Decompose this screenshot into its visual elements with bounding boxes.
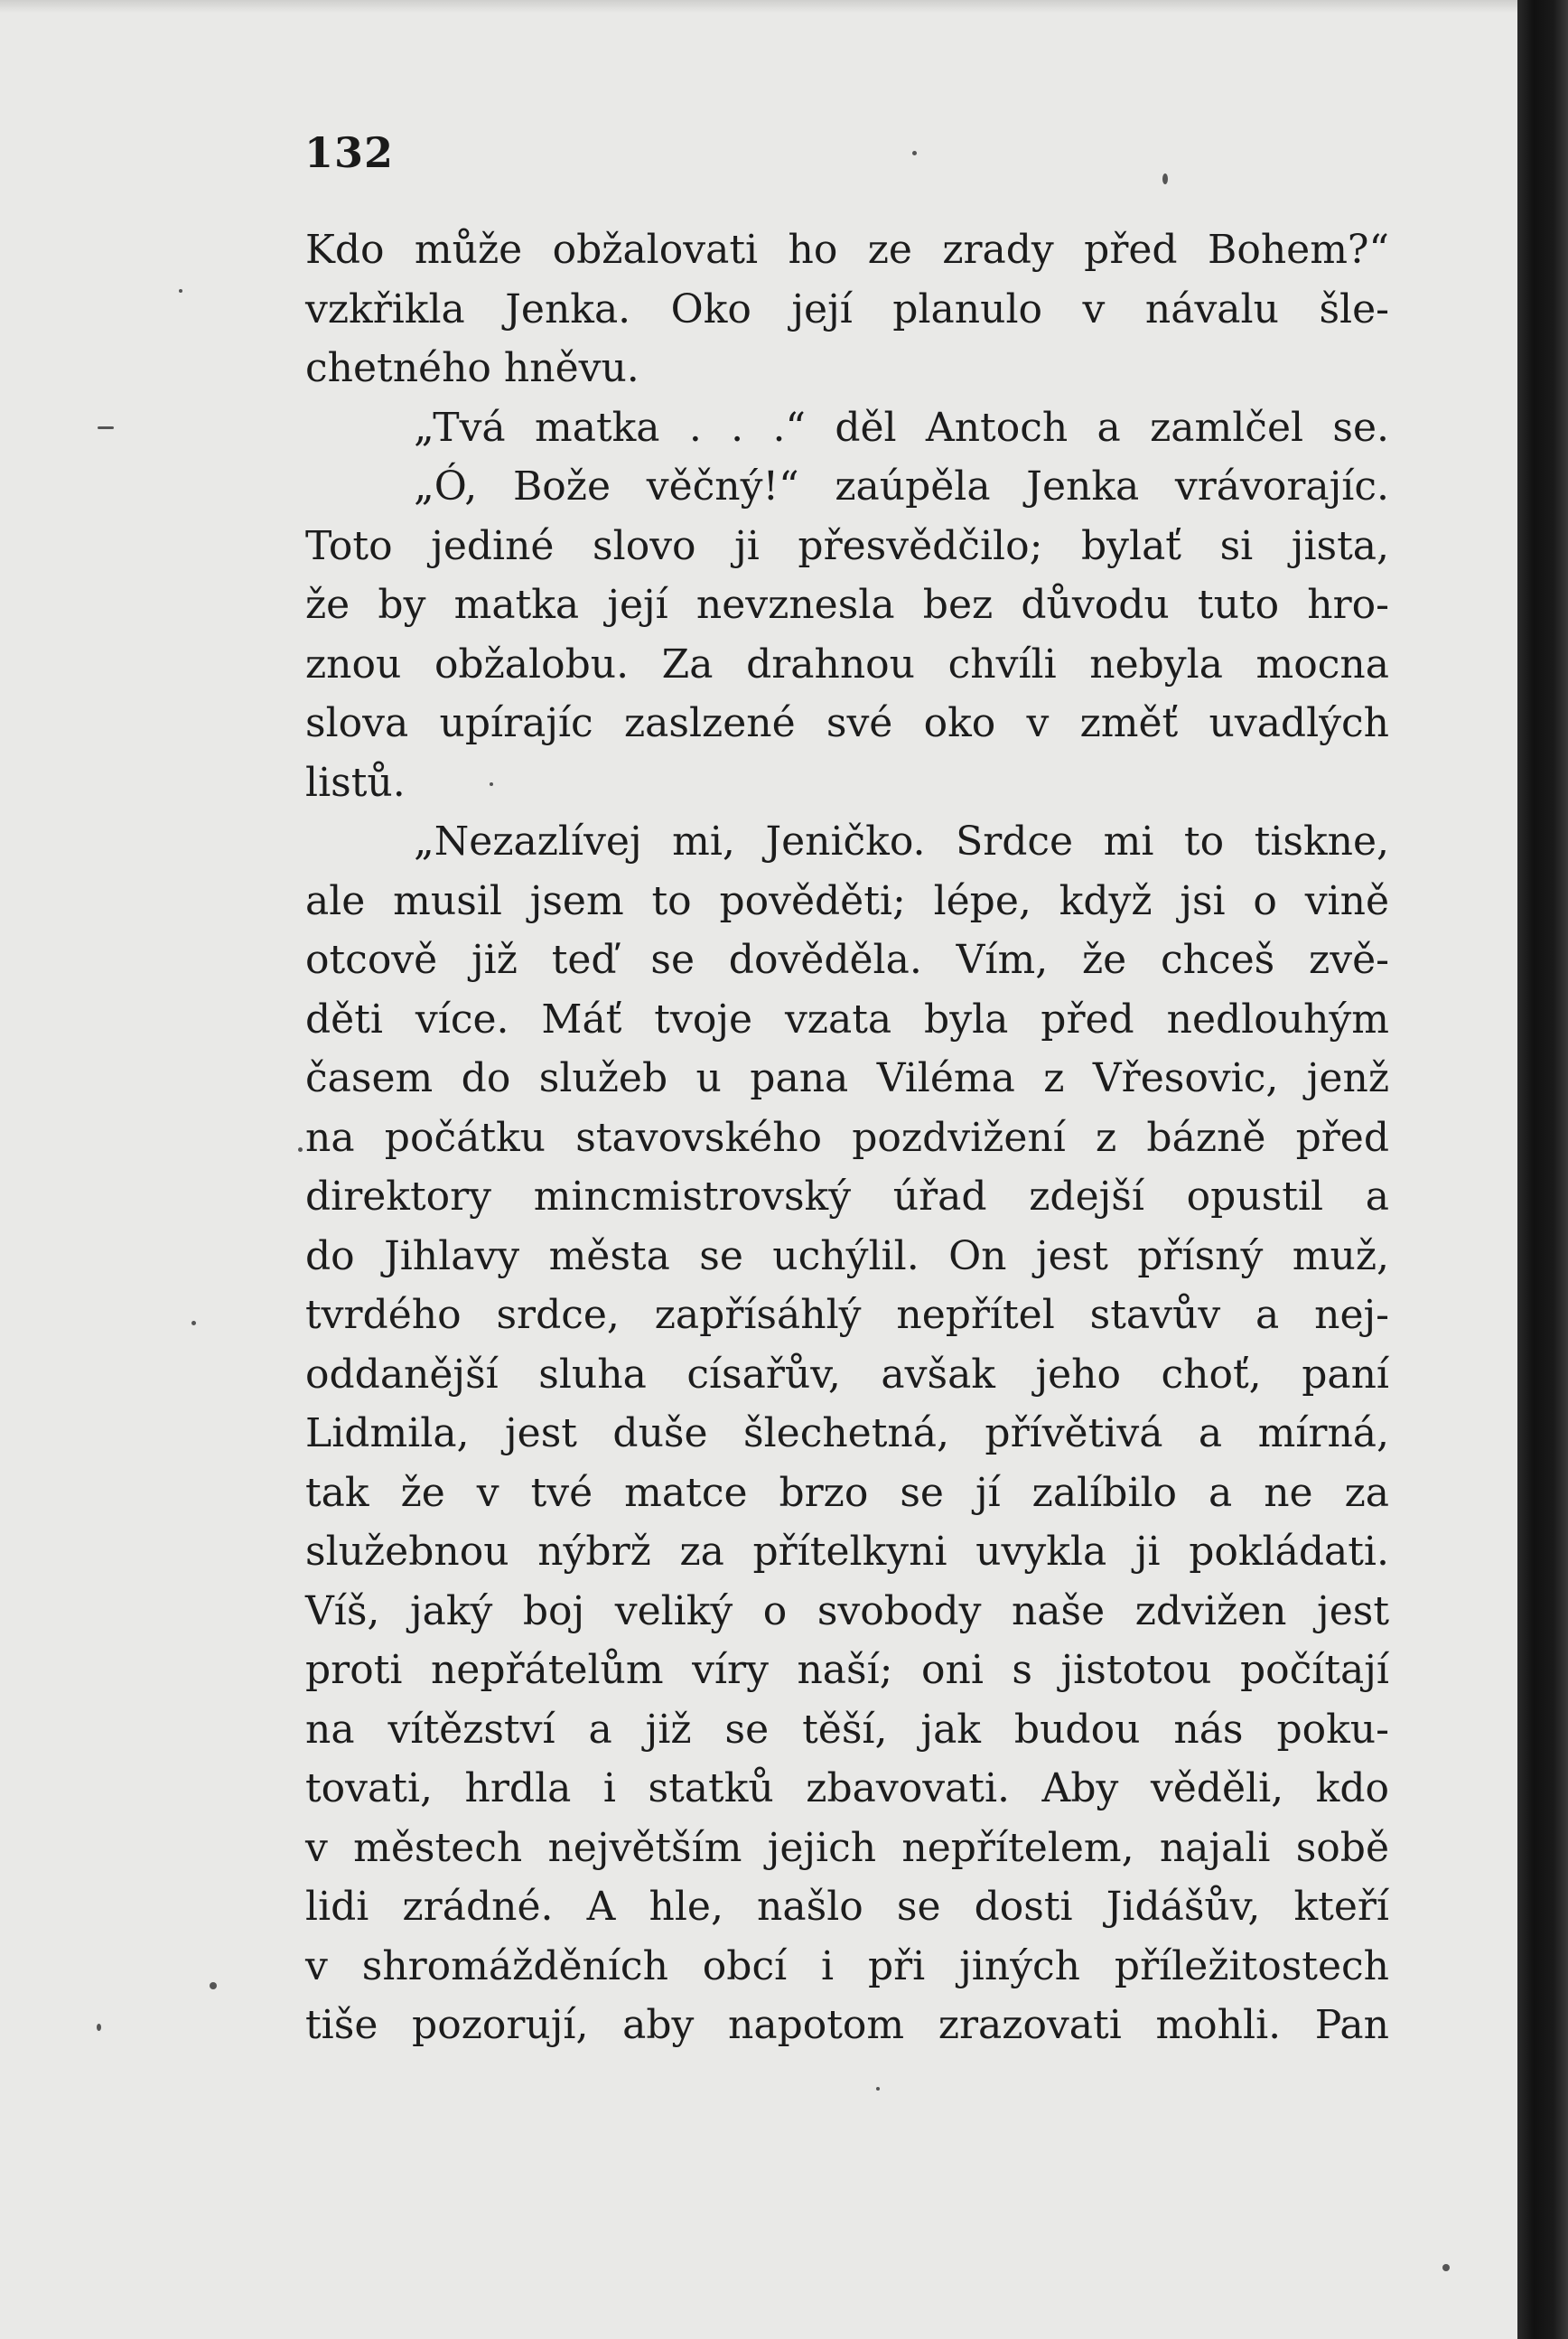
text-line: na vítězství a již se těší, jak budou nás poku- bbox=[305, 1706, 1389, 1753]
scan-speck bbox=[490, 782, 493, 786]
text-line: na počátku stavovského pozdvižení z bázně před bbox=[305, 1114, 1389, 1161]
text-line: Víš, jaký boj veliký o svobody naše zdvižen jest bbox=[305, 1587, 1389, 1634]
scan-speck bbox=[97, 2024, 101, 2031]
text-line: direktory mincmistrovský úřad zdejší opustil a bbox=[305, 1174, 1389, 1220]
text-line: že by matka její nevznesla bez důvodu tuto hro- bbox=[305, 582, 1389, 628]
scan-speck bbox=[1442, 2264, 1450, 2271]
scan-speck bbox=[210, 1982, 217, 1989]
text-line: oddanější sluha císařův, avšak jeho choť, paní bbox=[305, 1351, 1389, 1398]
text-line: časem do služeb u pana Viléma z Vřesovic, jenž bbox=[305, 1055, 1389, 1101]
scan-speck bbox=[179, 289, 182, 293]
text-line: listů. bbox=[305, 759, 406, 806]
text-line: tvrdého srdce, zapřísáhlý nepřítel stavův a nej- bbox=[305, 1292, 1389, 1338]
scan-speck bbox=[1162, 173, 1168, 184]
text-line: v městech největším jejich nepřítelem, najali sobě bbox=[305, 1824, 1389, 1871]
scan-speck bbox=[912, 151, 917, 155]
text-line: otcově již teď se dověděla. Vím, že chceš zvě- bbox=[305, 937, 1389, 983]
text-line: „Ó, Bože věčný!“ zaúpěla Jenka vrávorajíc. bbox=[414, 463, 1389, 510]
text-line: chetného hněvu. bbox=[305, 345, 639, 391]
page-number: 132 bbox=[304, 128, 395, 177]
text-line: „Nezazlívej mi, Jeničko. Srdce mi to tiskne, bbox=[414, 819, 1389, 865]
text-line: do Jihlavy města se uchýlil. On jest přísný muž, bbox=[305, 1232, 1389, 1279]
text-line: v shromážděních obcí i při jiných příležitostech bbox=[305, 1942, 1389, 1989]
body-text bbox=[305, 220, 1389, 2055]
book-binding-edge bbox=[1517, 0, 1568, 2339]
text-line: znou obžalobu. Za drahnou chvíli nebyla mocna bbox=[305, 641, 1389, 688]
text-line: Lidmila, jest duše šlechetná, přívětivá a mírná, bbox=[305, 1410, 1389, 1456]
text-line: „Tvá matka . . .“ děl Antoch a zamlčel se. bbox=[414, 404, 1389, 451]
text-line: Kdo může obžalovati ho ze zrady před Bohem?“ bbox=[305, 227, 1389, 273]
text-line: služebnou nýbrž za přítelkyni uvykla ji pokládati. bbox=[305, 1529, 1389, 1575]
text-line: tak že v tvé matce brzo se jí zalíbilo a ne za bbox=[305, 1469, 1389, 1516]
text-line: děti více. Máť tvoje vzata byla před nedlouhým bbox=[305, 996, 1389, 1043]
text-line: tiše pozorují, aby napotom zrazovati mohli. Pan bbox=[305, 2002, 1389, 2048]
text-line: slova upírajíc zaslzené své oko v změť uvadlých bbox=[305, 700, 1389, 746]
text-line: Toto jediné slovo ji přesvědčilo; bylať si jista, bbox=[305, 522, 1389, 569]
text-line: ale musil jsem to pověděti; lépe, když jsi o vině bbox=[305, 877, 1389, 924]
page-top-edge bbox=[0, 0, 1530, 13]
scan-speck bbox=[876, 2087, 880, 2091]
text-line: lidi zrádné. A hle, našlo se dosti Jidášův, kteří bbox=[305, 1884, 1389, 1930]
text-line: proti nepřátelům víry naší; oni s jistotou počítají bbox=[305, 1647, 1389, 1693]
scan-speck bbox=[298, 1147, 303, 1152]
scan-speck bbox=[98, 426, 114, 429]
text-line: tovati, hrdla i statků zbavovati. Aby věděli, kdo bbox=[305, 1765, 1389, 1811]
scan-speck bbox=[191, 1321, 196, 1325]
text-line: vzkřikla Jenka. Oko její planulo v návalu šle- bbox=[305, 285, 1389, 332]
